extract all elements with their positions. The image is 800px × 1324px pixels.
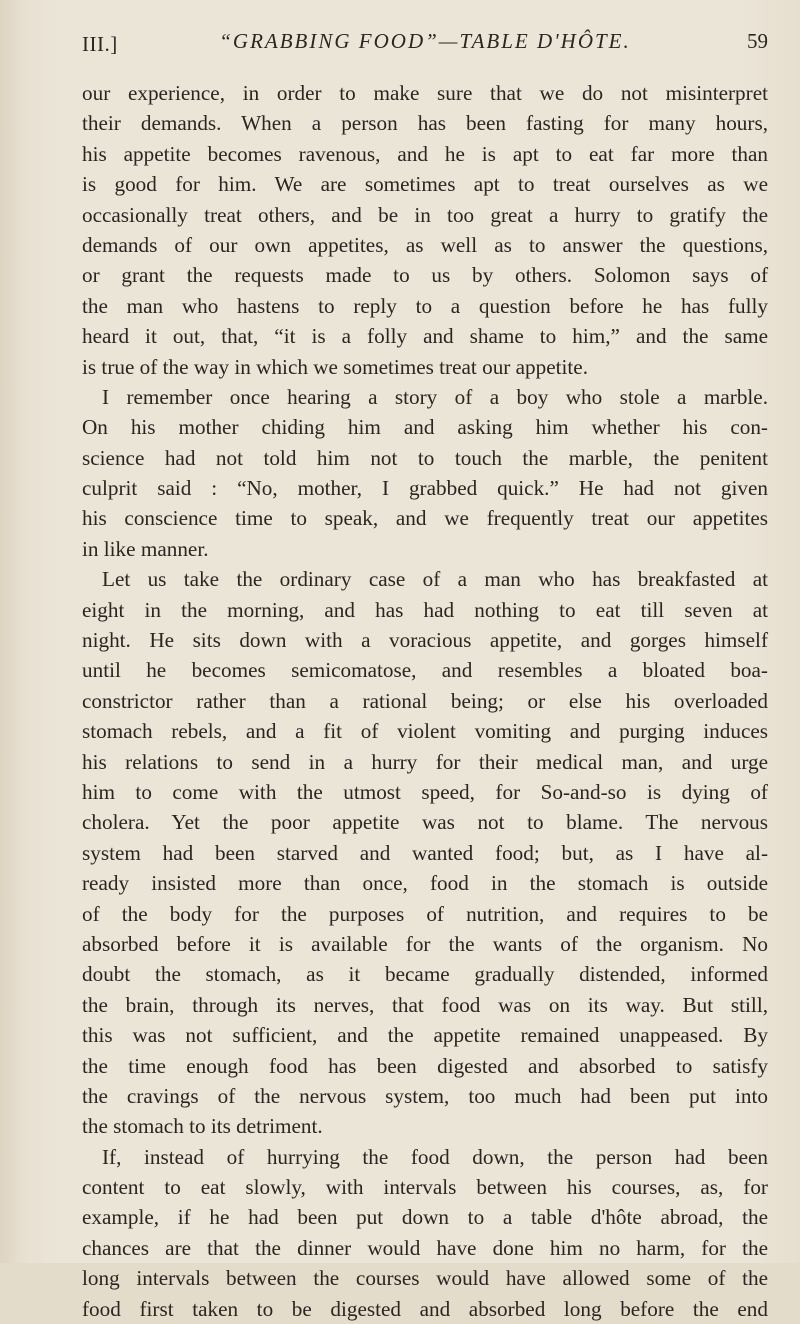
text-line: night. He sits down with a voracious appetite, and gorges himself xyxy=(82,628,768,653)
text-line: doubt the stomach, as it became gradually distended, informed xyxy=(82,962,768,987)
running-title: “GRABBING FOOD”—TABLE D'HÔTE. xyxy=(219,29,631,53)
text-line: stomach rebels, and a fit of violent vomiting and purging induces xyxy=(82,719,768,744)
text-line: ready insisted more than once, food in the stomach is outside xyxy=(82,871,768,896)
text-line: culprit said : “No, mother, I grabbed quick.” He had not given xyxy=(82,476,768,501)
text-line: If, instead of hurrying the food down, the person had been xyxy=(102,1144,768,1169)
text-line: of the body for the purposes of nutrition, and requires to be xyxy=(82,901,768,926)
text-line: the man who hastens to reply to a question before he has fully xyxy=(82,293,768,318)
text-line: the stomach to its detriment. xyxy=(82,1114,323,1139)
text-line: demands of our own appetites, as well as to answer the questions, xyxy=(82,232,768,257)
text-line: our experience, in order to make sure that we do not misinterpret xyxy=(82,81,768,105)
text-line: constrictor rather than a rational being; or else his overloaded xyxy=(82,688,768,713)
text-line: I remember once hearing a story of a boy who stole a marble. xyxy=(102,384,768,409)
text-line: their demands. When a person has been fasting for many hours, xyxy=(82,111,768,136)
text-line: this was not sufficient, and the appetite remained unappeased. By xyxy=(82,1023,768,1048)
text-line: his appetite becomes ravenous, and he is apt to eat far more than xyxy=(82,141,768,166)
text-line: Let us take the ordinary case of a man who has breakfasted at xyxy=(102,567,768,592)
text-line: On his mother chiding him and asking him whether his con- xyxy=(82,415,768,440)
text-line: in like manner. xyxy=(82,536,209,561)
text-line: the brain, through its nerves, that food was on its way. But still, xyxy=(82,992,768,1017)
text-line: his conscience time to speak, and we frequently treat our appetites xyxy=(82,506,768,531)
text-line: long intervals between the courses would have allowed some of the xyxy=(82,1266,768,1291)
text-line: heard it out, that, “it is a folly and shame to him,” and the same xyxy=(82,324,768,349)
running-header xyxy=(82,26,768,66)
text-line: the time enough food has been digested and absorbed to satisfy xyxy=(82,1053,768,1078)
chapter-number: III.] xyxy=(82,32,118,56)
text-line: chances are that the dinner would have done him no harm, for the xyxy=(82,1235,768,1260)
text-line: cholera. Yet the poor appetite was not to blame. The nervous xyxy=(82,810,768,835)
text-line: example, if he had been put down to a table d'hôte abroad, the xyxy=(82,1205,768,1230)
text-line: is true of the way in which we sometimes treat our appetite. xyxy=(82,354,588,379)
text-line: him to come with the utmost speed, for So-and-so is dying of xyxy=(82,779,768,804)
text-line: system had been starved and wanted food; but, as I have al- xyxy=(82,840,768,865)
text-line: his relations to send in a hurry for their medical man, and urge xyxy=(82,749,768,774)
text-line: food first taken to be digested and absorbed long before the end xyxy=(82,1296,768,1321)
text-line: the cravings of the nervous system, too much had been put into xyxy=(82,1083,768,1108)
text-line: science had not told him not to touch the marble, the penitent xyxy=(82,445,768,470)
text-line: occasionally treat others, and be in too great a hurry to gratify the xyxy=(82,202,768,227)
body-text xyxy=(82,78,768,1324)
text-line: or grant the requests made to us by others. Solomon says of xyxy=(82,263,768,288)
text-line: content to eat slowly, with intervals between his courses, as, for xyxy=(82,1175,768,1200)
text-line: until he becomes semicomatose, and resembles a bloated boa- xyxy=(82,658,768,683)
page-number: 59 xyxy=(747,29,768,53)
text-line: eight in the morning, and has had nothing to eat till seven at xyxy=(82,597,768,622)
text-line: absorbed before it is available for the wants of the organism. No xyxy=(82,931,768,956)
text-line: is good for him. We are sometimes apt to treat ourselves as we xyxy=(82,172,768,197)
